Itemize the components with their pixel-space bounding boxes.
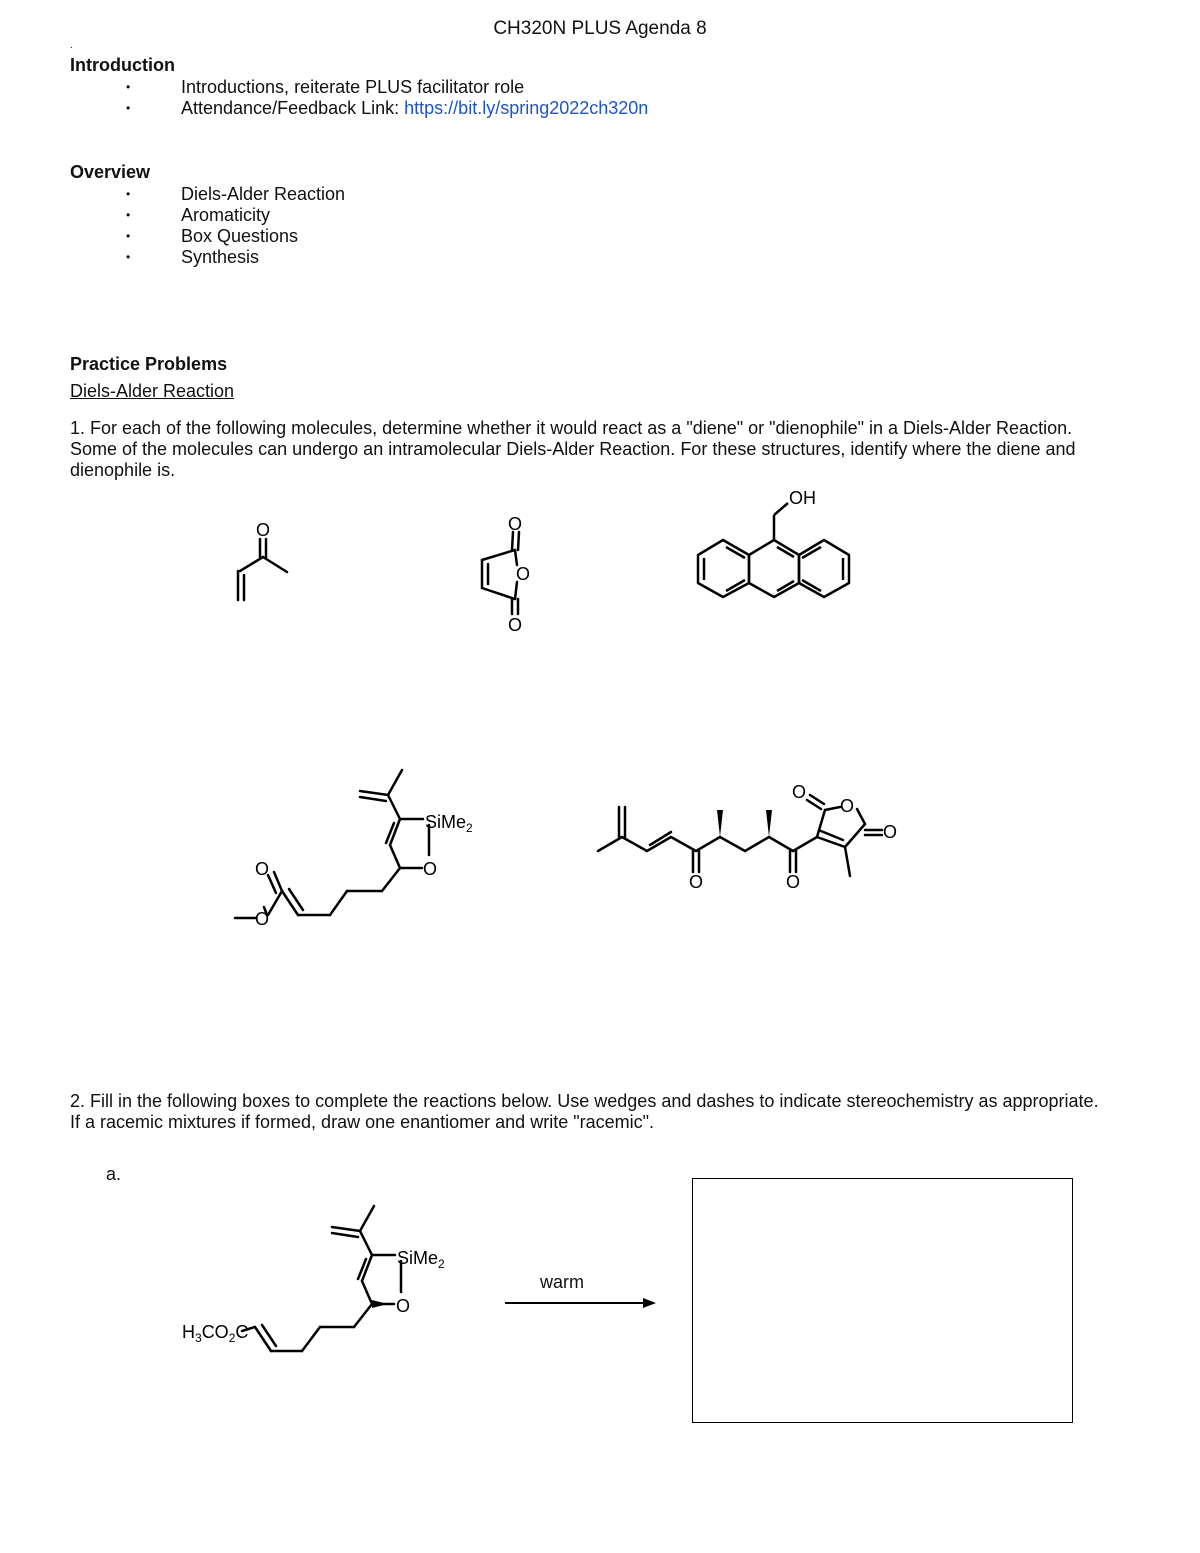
list-item-text: Introductions, reiterate PLUS facilitator role — [181, 77, 525, 97]
list-item-text: Aromaticity — [181, 205, 271, 225]
molecule-methyl-vinyl-ketone — [225, 515, 305, 610]
silicon-label: SiMe$_2$ — [425, 812, 473, 835]
list-item — [126, 98, 648, 119]
ester-label: $H_3CO_2C$ — [182, 1322, 249, 1345]
practice-heading: Practice Problems — [70, 354, 228, 374]
overview-heading: Overview — [70, 162, 151, 182]
list-item-text: Diels-Alder Reaction — [181, 184, 346, 204]
list-item — [126, 77, 648, 98]
molecule-reactant-part-a — [180, 1200, 470, 1365]
hydroxyl-label: OH — [789, 488, 816, 508]
molecule-anthracenemethanol — [690, 485, 860, 605]
overview-list — [126, 184, 345, 268]
list-item-text: Synthesis — [181, 247, 260, 267]
oxygen-label: O — [786, 872, 801, 892]
oxygen-label: O — [792, 782, 807, 802]
list-item — [126, 247, 345, 268]
molecule-maleic-anhydride — [470, 512, 545, 637]
molecule-silyl-ether-ester — [230, 765, 490, 930]
question-2-text: 2. Fill in the following boxes to complete the reactions below. Use wedges and dashes to indicate stereochemistry as appropriate. If a racemic mixtures if formed, draw one enantiomer and write "racemic". — [70, 1091, 1099, 1132]
oxygen-label: O — [423, 859, 438, 879]
answer-box[interactable] — [692, 1178, 1073, 1423]
oxygen-label: O — [255, 859, 270, 879]
oxygen-label: O — [256, 520, 271, 540]
oxygen-label: O — [689, 872, 704, 892]
silicon-label: SiMe$_2$ — [397, 1248, 445, 1271]
list-item — [126, 205, 345, 226]
oxygen-label: O — [840, 796, 855, 816]
oxygen-label: O — [255, 909, 270, 929]
page-title: CH320N PLUS Agenda 8 — [493, 18, 707, 39]
introduction-heading: Introduction — [70, 55, 175, 75]
reaction-arrow — [505, 1295, 660, 1311]
stray-dot: . — [70, 40, 73, 51]
oxygen-label: O — [516, 564, 531, 584]
oxygen-label: O — [508, 615, 523, 635]
practice-subheading: Diels-Alder Reaction — [70, 381, 235, 401]
oxygen-label: O — [508, 514, 523, 534]
list-item-text: Box Questions — [181, 226, 299, 246]
list-item — [126, 184, 345, 205]
list-item — [126, 226, 345, 247]
oxygen-label: O — [883, 822, 898, 842]
reaction-condition: warm — [540, 1272, 584, 1292]
feedback-link[interactable]: https://bit.ly/spring2022ch320n — [404, 98, 649, 118]
list-item-text: Attendance/Feedback Link: — [181, 98, 405, 118]
molecule-tetronic-acid-chain — [595, 780, 915, 890]
question-1-text: 1. For each of the following molecules, determine whether it would react as a "diene" or "dienophile" in a Diels-Alder Reaction. Some of the molecules can undergo an intramolecular Diels-Alder Reaction. For these structures, identify where the diene and dienophile is. — [70, 418, 1076, 480]
introduction-list — [126, 77, 648, 119]
part-a-label: a. — [106, 1164, 122, 1184]
oxygen-label: O — [396, 1296, 411, 1316]
